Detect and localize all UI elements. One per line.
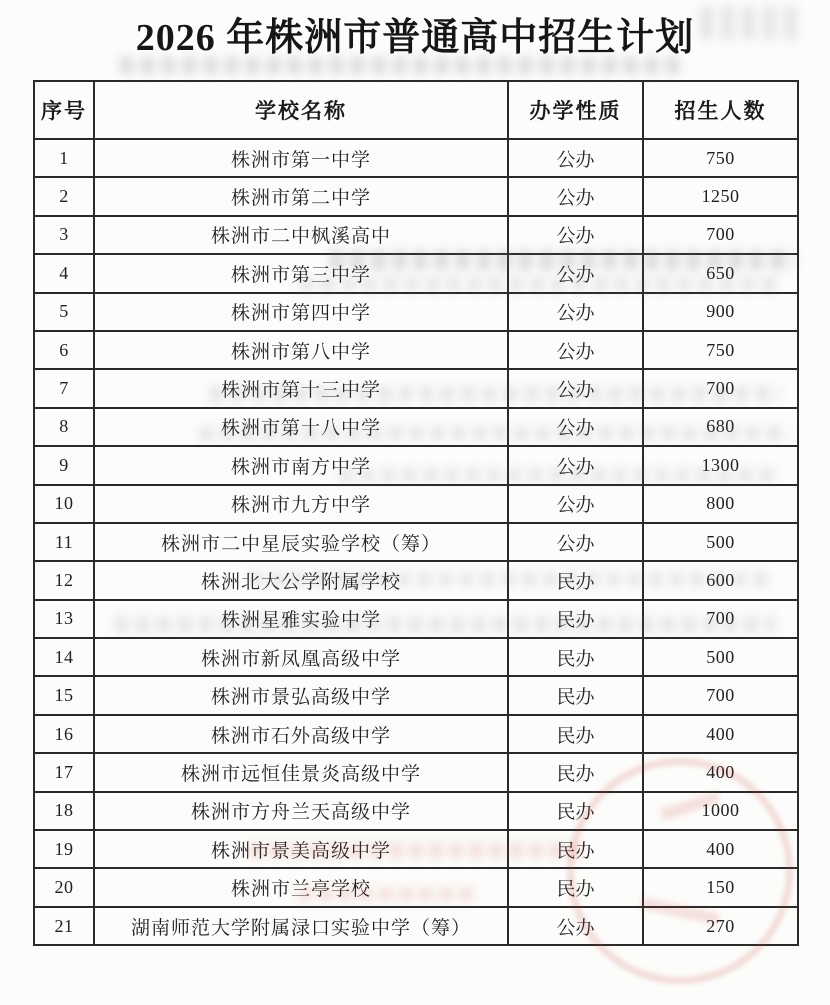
cell-enrollment: 1300 bbox=[643, 446, 798, 484]
cell-enrollment: 700 bbox=[643, 216, 798, 254]
cell-school-type: 民办 bbox=[508, 638, 643, 676]
cell-school-name: 湖南师范大学附属渌口实验中学（筹） bbox=[94, 907, 508, 945]
cell-index: 3 bbox=[34, 216, 94, 254]
page-title: 2026 年株洲市普通高中招生计划 bbox=[135, 17, 695, 59]
table-row bbox=[34, 254, 798, 292]
cell-enrollment: 900 bbox=[643, 293, 798, 331]
cell-enrollment: 150 bbox=[643, 868, 798, 906]
cell-index: 21 bbox=[34, 907, 94, 945]
table-header bbox=[34, 81, 798, 139]
table-row bbox=[34, 715, 798, 753]
col-header-school-name: 学校名称 bbox=[94, 81, 508, 139]
cell-school-name: 株洲市二中星辰实验学校（筹） bbox=[94, 523, 508, 561]
cell-enrollment: 680 bbox=[643, 408, 798, 446]
cell-index: 19 bbox=[34, 830, 94, 868]
cell-school-type: 民办 bbox=[508, 753, 643, 791]
cell-school-type: 民办 bbox=[508, 868, 643, 906]
table-row bbox=[34, 485, 798, 523]
cell-enrollment: 500 bbox=[643, 523, 798, 561]
cell-enrollment: 600 bbox=[643, 561, 798, 599]
table-row bbox=[34, 753, 798, 791]
cell-index: 12 bbox=[34, 561, 94, 599]
cell-enrollment: 800 bbox=[643, 485, 798, 523]
cell-school-name: 株洲市第一中学 bbox=[94, 139, 508, 177]
table-row bbox=[34, 907, 798, 945]
table-row bbox=[34, 408, 798, 446]
enrollment-plan-table bbox=[33, 80, 799, 946]
cell-school-type: 公办 bbox=[508, 177, 643, 215]
table-row bbox=[34, 600, 798, 638]
cell-enrollment: 1250 bbox=[643, 177, 798, 215]
cell-index: 5 bbox=[34, 293, 94, 331]
cell-index: 13 bbox=[34, 600, 94, 638]
cell-school-name: 株洲市方舟兰天高级中学 bbox=[94, 792, 508, 830]
cell-school-type: 公办 bbox=[508, 485, 643, 523]
table-row bbox=[34, 446, 798, 484]
cell-enrollment: 400 bbox=[643, 715, 798, 753]
cell-index: 2 bbox=[34, 177, 94, 215]
table-row bbox=[34, 177, 798, 215]
cell-index: 6 bbox=[34, 331, 94, 369]
table-row bbox=[34, 792, 798, 830]
cell-school-name: 株洲市南方中学 bbox=[94, 446, 508, 484]
cell-school-type: 公办 bbox=[508, 331, 643, 369]
col-header-index: 序号 bbox=[34, 81, 94, 139]
cell-enrollment: 700 bbox=[643, 676, 798, 714]
cell-index: 8 bbox=[34, 408, 94, 446]
cell-school-name: 株洲市第四中学 bbox=[94, 293, 508, 331]
cell-index: 4 bbox=[34, 254, 94, 292]
table-row bbox=[34, 216, 798, 254]
table-header-row bbox=[34, 81, 798, 139]
cell-school-type: 公办 bbox=[508, 446, 643, 484]
table-row bbox=[34, 139, 798, 177]
cell-school-name: 株洲市第八中学 bbox=[94, 331, 508, 369]
table-row bbox=[34, 293, 798, 331]
cell-index: 16 bbox=[34, 715, 94, 753]
cell-index: 15 bbox=[34, 676, 94, 714]
col-header-enrollment: 招生人数 bbox=[643, 81, 798, 139]
cell-enrollment: 500 bbox=[643, 638, 798, 676]
cell-school-type: 民办 bbox=[508, 676, 643, 714]
cell-index: 18 bbox=[34, 792, 94, 830]
cell-index: 17 bbox=[34, 753, 94, 791]
cell-index: 20 bbox=[34, 868, 94, 906]
cell-enrollment: 1000 bbox=[643, 792, 798, 830]
cell-school-name: 株洲市石外高级中学 bbox=[94, 715, 508, 753]
table-row bbox=[34, 868, 798, 906]
cell-school-name: 株洲市九方中学 bbox=[94, 485, 508, 523]
cell-enrollment: 400 bbox=[643, 830, 798, 868]
cell-enrollment: 270 bbox=[643, 907, 798, 945]
table-row bbox=[34, 331, 798, 369]
cell-enrollment: 700 bbox=[643, 369, 798, 407]
cell-enrollment: 750 bbox=[643, 139, 798, 177]
cell-school-type: 民办 bbox=[508, 600, 643, 638]
table-row bbox=[34, 369, 798, 407]
cell-index: 14 bbox=[34, 638, 94, 676]
cell-school-name: 株洲市第十八中学 bbox=[94, 408, 508, 446]
cell-school-type: 民办 bbox=[508, 830, 643, 868]
cell-school-type: 公办 bbox=[508, 293, 643, 331]
cell-index: 7 bbox=[34, 369, 94, 407]
cell-enrollment: 400 bbox=[643, 753, 798, 791]
cell-index: 10 bbox=[34, 485, 94, 523]
cell-school-type: 公办 bbox=[508, 216, 643, 254]
cell-school-name: 株洲市远恒佳景炎高级中学 bbox=[94, 753, 508, 791]
table-row bbox=[34, 561, 798, 599]
cell-school-name: 株洲市第二中学 bbox=[94, 177, 508, 215]
cell-school-name: 株洲市新凤凰高级中学 bbox=[94, 638, 508, 676]
cell-school-type: 公办 bbox=[508, 408, 643, 446]
cell-school-name: 株洲北大公学附属学校 bbox=[94, 561, 508, 599]
cell-school-type: 公办 bbox=[508, 254, 643, 292]
col-header-school-type: 办学性质 bbox=[508, 81, 643, 139]
cell-school-name: 株洲市兰亭学校 bbox=[94, 868, 508, 906]
cell-enrollment: 700 bbox=[643, 600, 798, 638]
cell-school-name: 株洲市二中枫溪高中 bbox=[94, 216, 508, 254]
cell-school-type: 民办 bbox=[508, 561, 643, 599]
cell-school-name: 株洲市景美高级中学 bbox=[94, 830, 508, 868]
cell-school-type: 公办 bbox=[508, 907, 643, 945]
cell-enrollment: 750 bbox=[643, 331, 798, 369]
cell-index: 1 bbox=[34, 139, 94, 177]
cell-school-name: 株洲市第三中学 bbox=[94, 254, 508, 292]
cell-index: 9 bbox=[34, 446, 94, 484]
cell-school-type: 民办 bbox=[508, 715, 643, 753]
table-row bbox=[34, 523, 798, 561]
table-row bbox=[34, 638, 798, 676]
table-row bbox=[34, 676, 798, 714]
cell-index: 11 bbox=[34, 523, 94, 561]
cell-school-name: 株洲市第十三中学 bbox=[94, 369, 508, 407]
cell-school-type: 公办 bbox=[508, 523, 643, 561]
cell-school-name: 株洲星雅实验中学 bbox=[94, 600, 508, 638]
cell-school-type: 公办 bbox=[508, 369, 643, 407]
cell-enrollment: 650 bbox=[643, 254, 798, 292]
cell-school-type: 民办 bbox=[508, 792, 643, 830]
cell-school-name: 株洲市景弘高级中学 bbox=[94, 676, 508, 714]
cell-school-type: 公办 bbox=[508, 139, 643, 177]
table-row bbox=[34, 830, 798, 868]
table-body bbox=[34, 139, 798, 945]
